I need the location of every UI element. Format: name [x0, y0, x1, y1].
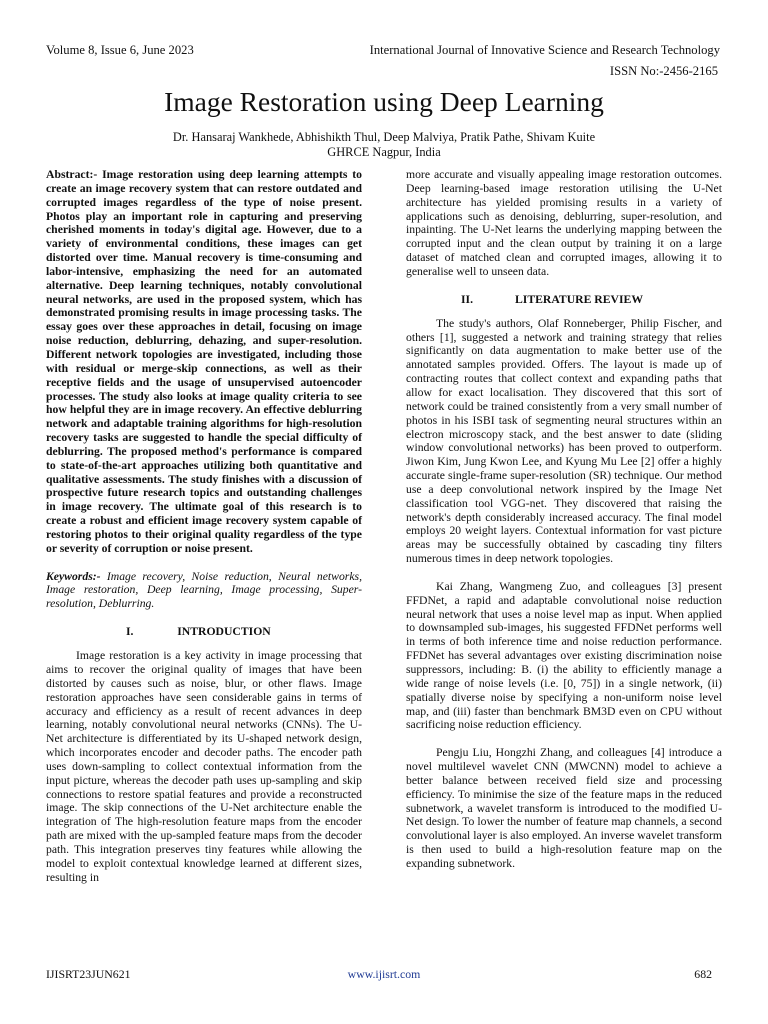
page-number: 682 — [694, 967, 712, 981]
section-title: LITERATURE REVIEW — [514, 292, 644, 306]
left-column — [46, 168, 362, 885]
section-title: INTRODUCTION — [177, 625, 271, 639]
abstract-text: Image restoration using deep learning attempts to create an image recovery system that can restore outdated and corrupted images regardless of the type of noise present. Photos play an important role in capturing and preserving cherished moments in today's digital age. However, due to a variety of environmental conditions, these images can get distorted over time. Manual recovery is time-consuming and labor-intensive, emphasizing the need for an automated alternative. Deep learning techniques, notably convolutional neural networks, are used in the proposed system, which has demonstrated promising results in image processing tasks. The essay goes over these approaches in detail, focusing on image noise reduction, deblurring, dehazing, and super-resolution. Different network topologies are investigated, including those with residual or merge-skip connections, as well as their receptive fields and the usage of unsupervised autoencoder processes. The study also looks at image quality criteria to see how helpful they are in image recovery. An effective deblurring network and adaptable training algorithms for high-resolution recovery tasks are suggested to handle the special difficulty of deblurring. The proposed method's performance is compared to state-of-the-art approaches utilizing both quantitative and qualitative assessments. The study finishes with a discussion of prospective future research topics and outstanding challenges in image recovery. The ultimate goal of this research is to create a robust and efficient image recovery system capable of restoring photos to their original quality regardless of the type or severity of corruption or noise present. — [46, 168, 362, 555]
journal-website-link[interactable]: www.ijisrt.com — [347, 967, 421, 981]
literature-paragraph-2: Kai Zhang, Wangmeng Zuo, and colleagues [3] present FFDNet, a rapid and adaptable convolutional noise reduction neural network that uses a noise level map as input. When applied to downsampled sub-images, his suggested FFDNet performs well in terms of both inference time and noise reduction performance. FFDNet has several advantages over existing discrimination noise suppressors, including: B. (i) the ability to efficiently manage a wide range of noise levels (i.e. [0, 75]) in a single network, (ii) spatially diverse noise by specifying a non-uniform noise level map, and (iii) faster than benchmark BM3D even on CPU without sacrificing noise reduction efficiency. — [406, 579, 722, 732]
author-block — [0, 130, 768, 160]
section-heading-literature-review — [406, 293, 722, 307]
paper-title: Image Restoration using Deep Learning — [164, 86, 604, 117]
section-number: II. — [461, 292, 474, 306]
abstract — [46, 168, 362, 556]
intro-paragraph-1: Image restoration is a key activity in image processing that aims to recover the original quality of images that have been distorted by causes such as noise, blur, or other flaws. Image restoration approaches have seen considerable gains in terms of accuracy and efficiency as a result of recent advances in deep learning, notably convolutional neural networks (CNNs). The U-Net architecture is differentiated by its U-shaped network design, which incorporates encoder and decoder paths. The encoder path uses down-sampling to collect contextual information from the input picture, whereas the decoder path uses up-sampling and skip connections to restore spatial features and provide a reconstructed image. The skip connections of the U-Net architecture enable the integration of The high-resolution feature maps from the encoder path are mixed with the up-sampled feature maps from the decoder path. This integration preserves tiny features while allowing the model to exploit contextual knowledge learned at different sizes, resulting in — [46, 649, 362, 884]
abstract-label: Abstract:- — [46, 168, 98, 181]
journal-name: International Journal of Innovative Science and Research Technology — [369, 43, 720, 57]
literature-paragraph-1: The study's authors, Olaf Ronneberger, Philip Fischer, and others [1], suggested a network and training strategy that relies significantly on data augmentation to make better use of the annotated samples provided. Offers. The layout is made up of contracting routes that collect context and expanding paths that allow for exact localisation. They discovered that this sort of network could be trained consistently from a very small number of photos in his ISBI task of segmenting neural structures within an electron microscopy stack, and the best answer to date (sliding window convolutional networks) has been proved to outperform. Jiwon Kim, Jung Kwon Lee, and Kyung Mu Lee [2] offer a highly accurate single-frame super-resolution (SR) technique. Our method use a deep convolutional network inspired by the Image Net classification tool VGG-net. They discovered that raising the network's depth considerably increased accuracy. The final model employs 20 weight layers. Contextual information for vast picture areas may be successfully obtained by cascading tiny filters numerous times in deep network topologies. — [406, 316, 722, 566]
section-number: I. — [126, 625, 134, 639]
intro-paragraph-1-continued: more accurate and visually appealing image restoration outcomes. Deep learning-based image restoration utilising the U-Net architecture has yielded promising results in a variety of applications such as denoising, deblurring, super-resolution, and inpainting. The U-Net learns the underlying mapping between the corrupted input and the clean output by training it on a large dataset of matched clean and corrupted images, allowing it to generalise well to unseen data. — [406, 168, 722, 278]
keywords-text: Image recovery, Noise reduction, Neural networks, Image restoration, Deep learning, Image processing, Super-resolution, Deblurring. — [46, 569, 362, 611]
affiliation: GHRCE Nagpur, India — [327, 145, 441, 159]
literature-paragraph-3: Pengju Liu, Hongzhi Zhang, and colleagues [4] introduce a novel multilevel wavelet CNN (MWCNN) model to achieve a better balance between received field size and processing efficiency. To minimise the size of the feature maps in the reduced subnetwork, a wavelet transform is introduced to the modified U-Net design. To lower the number of feature map channels, a second convolutional layer is also employed. An inverse wavelet transform is then used to build a high-resolution feature map on the expanding subnetwork. — [406, 746, 722, 870]
paper-id: IJISRT23JUN621 — [46, 967, 131, 981]
volume-info: Volume 8, Issue 6, June 2023 — [46, 43, 194, 57]
keywords — [46, 570, 362, 612]
right-column — [406, 168, 722, 871]
author-list: Dr. Hansaraj Wankhede, Abhishikth Thul, Deep Malviya, Pratik Pathe, Shivam Kuite — [172, 130, 596, 144]
section-heading-introduction — [46, 625, 362, 639]
keywords-label: Keywords:- — [46, 569, 101, 583]
issn-number: ISSN No:-2456-2165 — [609, 64, 718, 78]
